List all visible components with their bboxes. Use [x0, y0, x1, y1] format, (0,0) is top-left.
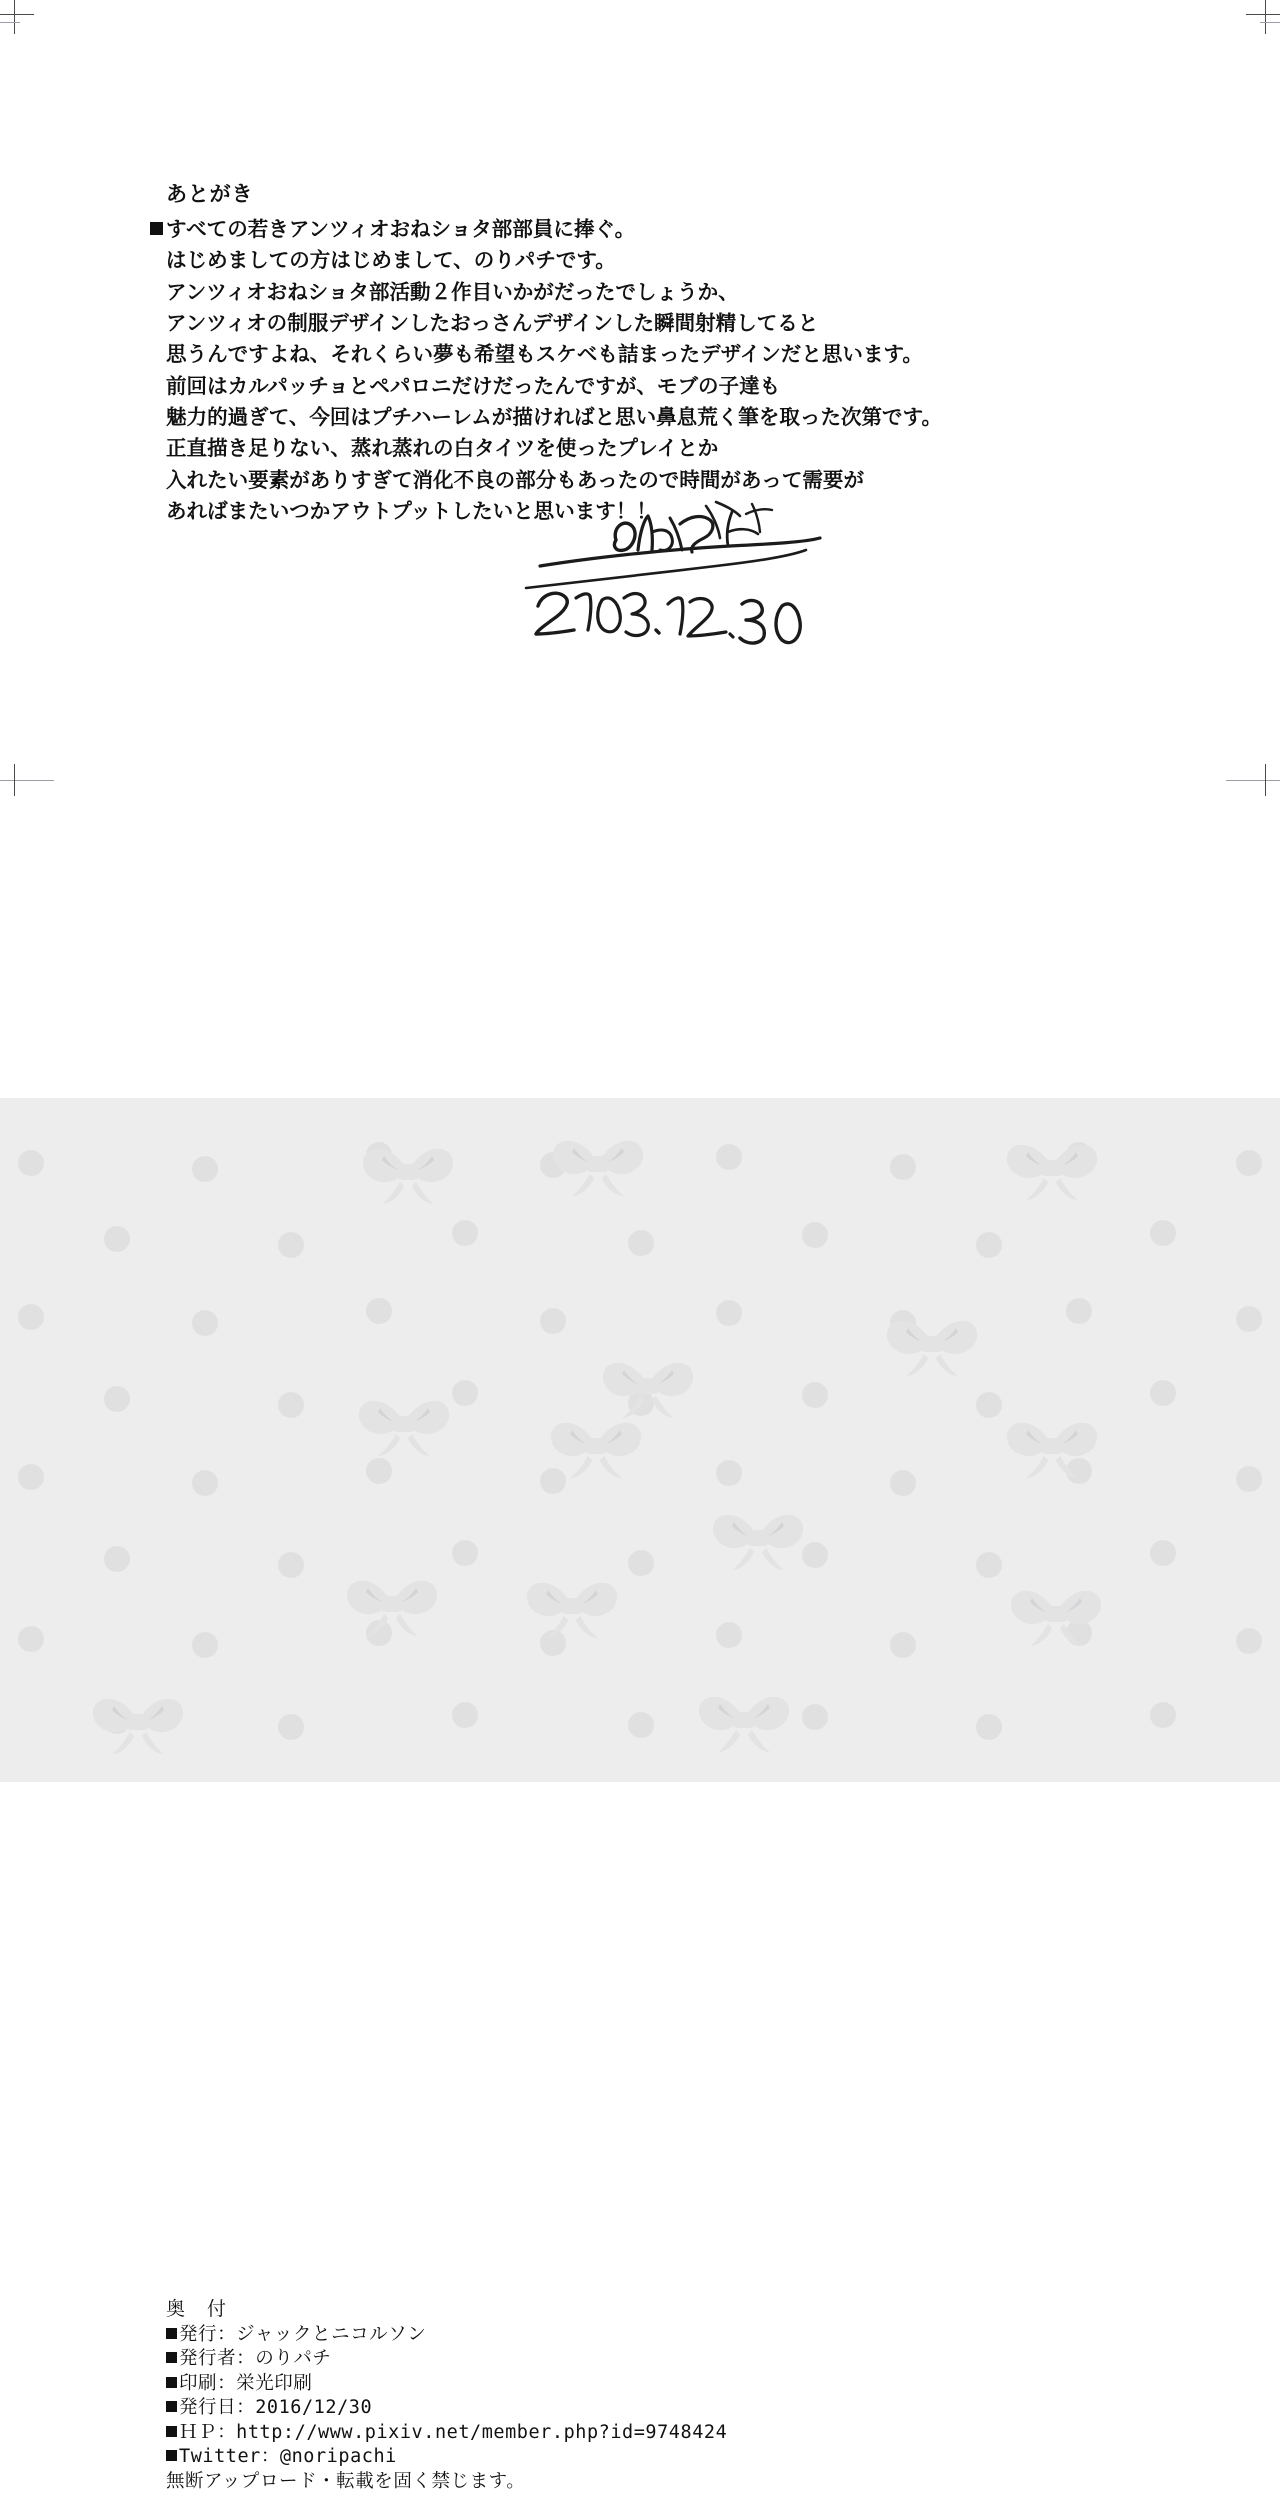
ribbon-icon — [880, 1306, 984, 1383]
afterword-line: アンツィオの制服デザインしたおっさんデザインした瞬間射精してると — [166, 310, 819, 335]
colophon-item-text: 発行者：のりパチ — [179, 2348, 332, 2370]
crop-mark-top-left — [0, 0, 40, 40]
crop-mark-top-right — [1240, 0, 1280, 40]
crop-mark-middle-left — [0, 764, 30, 796]
afterword-line: 魅力的過ぎて、今回はプチハーレムが描ければと思い鼻息荒く筆を取った次第です。 — [166, 404, 943, 429]
handwritten-signature — [520, 488, 920, 658]
ribbon-icon — [1004, 1576, 1108, 1653]
square-bullet-icon — [150, 222, 163, 235]
ribbon-pattern — [0, 1098, 1280, 1782]
square-bullet-icon — [166, 2352, 177, 2363]
ribbon-icon — [692, 1682, 796, 1759]
afterword-title: あとがき — [166, 182, 254, 206]
colophon-item-text: 発行：ジャックとニコルソン — [179, 2324, 427, 2345]
ribbon-icon — [340, 1566, 444, 1643]
colophon-item-text: 発行日：2016/12/30 — [179, 2397, 373, 2419]
afterword-line: 正直描き足りない、蒸れ蒸れの白タイツを使ったプレイとか — [166, 436, 719, 461]
registration-tick-right-upper — [1260, 22, 1280, 23]
colophon-section — [166, 2294, 727, 2495]
registration-tick-left-upper — [0, 22, 20, 23]
ribbon-icon — [352, 1386, 456, 1463]
afterword-line: 思うんですよね、それくらい夢も希望もスケベも詰まったデザインだと思います。 — [166, 342, 923, 367]
copyright-notice: 無断アップロード・転載を固く禁じます。 — [166, 2471, 526, 2493]
afterword-line-text: すべての若きアンツィオおねショタ部部員に捧ぐ。 — [166, 217, 636, 241]
afterword-line: 入れたい要素がありすぎて消化不良の部分もあったので時間があって需要が — [166, 467, 864, 492]
afterword-body — [166, 214, 1066, 526]
afterword-line: アンツィオおねショタ部活動２作目いかがだったでしょうか、 — [166, 279, 739, 304]
twitter-handle[interactable]: Twitter：@noripachi — [179, 2446, 397, 2468]
afterword-line: 前回はカルパッチョとペパロニだけだったんですが、モブの子達も — [166, 373, 781, 398]
colophon-item — [166, 2347, 727, 2371]
colophon-item-twitter — [166, 2445, 727, 2469]
ribbon-icon — [520, 1568, 624, 1645]
ribbon-icon — [356, 1134, 460, 1211]
square-bullet-icon — [166, 2426, 177, 2437]
ribbon-icon — [706, 1500, 810, 1577]
crop-mark-middle-right — [1250, 764, 1280, 796]
afterword-line — [150, 214, 1066, 244]
homepage-link[interactable]: ＨＰ：http://www.pixiv.net/member.php?id=9748424 — [179, 2421, 728, 2443]
colophon-item — [166, 2372, 727, 2396]
colophon-item-homepage — [166, 2421, 727, 2445]
colophon-item-text: 印刷：栄光印刷 — [179, 2372, 313, 2394]
afterword-section — [166, 178, 1066, 527]
ribbon-icon — [1000, 1130, 1104, 1207]
ribbon-icon — [86, 1684, 190, 1761]
colophon-item — [166, 2396, 727, 2420]
ribbon-icon — [544, 1408, 648, 1485]
afterword-line: はじめましての方はじめまして、のりパチです。 — [166, 248, 616, 273]
ribbon-icon — [546, 1126, 650, 1203]
colophon-item — [166, 2323, 727, 2347]
square-bullet-icon — [166, 2377, 177, 2388]
colophon-title: 奥 付 — [166, 2298, 228, 2320]
ribbon-icon — [1000, 1408, 1104, 1485]
square-bullet-icon — [166, 2328, 177, 2339]
square-bullet-icon — [166, 2401, 177, 2412]
square-bullet-icon — [166, 2450, 177, 2461]
colophon-band — [0, 1098, 1280, 2493]
afterword-line: あればまたいつかアウトプットしたいと思います！！ — [166, 498, 657, 523]
